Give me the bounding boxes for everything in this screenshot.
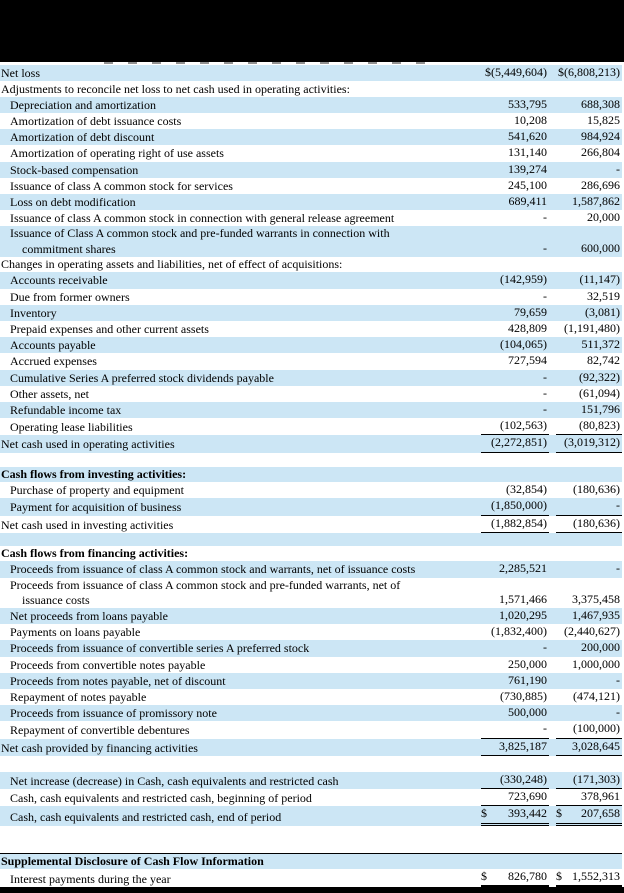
amount-n2: 1,587,862 [572,194,620,209]
amount-n2: 266,804 [581,145,620,160]
row-label: Repayment of convertible debentures [10,723,190,738]
table-row [0,640,622,656]
amount-n2: (2,440,627) [564,624,620,639]
amount-n1: (142,959) [500,272,547,287]
row-label-line2: commitment shares [22,241,116,256]
amount-n2: (3,081) [585,304,620,319]
table-row [0,806,622,825]
section-header-label: Cash flows from investing activities: [1,467,187,482]
table-row [0,402,622,418]
amount-n2: (11,147) [579,272,620,287]
table-row [0,129,622,145]
row-label: Accrued expenses [10,354,97,369]
amount-n1: 131,140 [508,145,547,160]
amount-n2: 378,961 [556,789,622,806]
table-row [0,516,622,533]
table-row [0,81,622,97]
amount-n1: 2,285,521 [499,561,547,576]
row-label: Net proceeds from loans payable [10,609,168,624]
table-row [0,673,622,689]
amount-n2: 15,825 [587,113,620,127]
amount-n1: $(5,449,604) [485,65,547,79]
section-header-label: Supplemental Disclosure of Cash Flow Information [1,853,264,868]
table-row [0,210,622,226]
amount-n1: 245,100 [508,177,547,192]
row-label: Payment for acquisition of business [10,500,182,515]
table-row [0,869,622,887]
table-row [0,498,622,515]
amount-n1: - [543,210,547,225]
amount-n1 [481,806,549,825]
row-label: Interest payments during the year [10,871,171,886]
spacer-row [0,826,622,853]
row-label: Stock-based compensation [10,162,139,177]
row-label: Issuance of class A common stock for services [10,178,233,193]
table-row [0,482,622,498]
row-label: Proceeds from issuance of promissory note [10,706,217,721]
amount-n2: (171,303) [556,772,622,789]
table-row [0,272,622,288]
table-row [0,561,622,577]
amount-n1: - [543,640,547,655]
table-row [0,386,622,402]
amount-n2: - [616,705,620,720]
amount-n1: 1,571,466 [499,591,547,606]
table-row [0,578,622,608]
amount-n1: (1,850,000) [481,498,549,515]
dollar-sign: $ [556,806,562,821]
row-label-line1: Issuance of Class A common stock and pre-funded warrants in connection with [10,226,390,241]
table-row [0,721,622,738]
redaction-band-bottom [0,887,624,893]
row-label: Net loss [1,66,40,80]
table-row [0,624,622,640]
table-row [0,370,622,386]
table-row [0,194,622,210]
dollar-sign: $ [481,806,487,821]
row-label: Refundable income tax [10,403,122,418]
amount-n1: (104,065) [500,337,547,352]
amount-n1: 723,690 [481,789,549,806]
amount-n1: 139,274 [508,161,547,176]
amount-n1: 533,795 [508,96,547,111]
table-row [0,608,622,624]
table-row [0,97,622,113]
amount-n1: 761,190 [508,672,547,687]
table-row [0,65,622,81]
amount-n2: 984,924 [581,129,620,144]
row-label: Proceeds from issuance of class A common stock and warrants, net of issuance costs [10,562,416,577]
row-label: Prepaid expenses and other current assets [10,322,209,337]
amount-value: 393,442 [508,806,547,821]
table-row [0,178,622,194]
row-label [0,578,481,608]
table-row [0,739,622,756]
row-label: Amortization of debt discount [10,130,155,145]
row-label: Net cash used in investing activities [1,517,174,532]
amount-n2: 286,696 [581,177,620,192]
redaction-band-top [0,0,624,62]
row-label-line2: issuance costs [22,592,90,607]
amount-n2: - [616,161,620,176]
amount-n1: 689,411 [508,194,547,209]
clipped-row-remnant [0,62,624,65]
amount-n1: - [543,288,547,303]
amount-n2: 1,467,935 [572,608,620,623]
amount-n1 [481,869,549,887]
amount-n2: (180,636) [573,482,620,497]
amount-n2: (180,636) [556,516,622,533]
amount-n2 [556,869,622,887]
amount-n1: (1,832,400) [491,624,547,639]
row-label: Adjustments to reconcile net loss to net cash used in operating activities: [1,81,350,96]
amount-n1: 10,208 [514,113,547,127]
table-row [0,418,622,435]
amount-n2: $(6,808,213) [558,65,620,79]
row-label: Proceeds from convertible notes payable [10,657,206,672]
table-row [0,257,622,273]
amount-n1: (32,854) [506,482,547,497]
spacer-row [0,533,622,546]
amount-n2: 200,000 [581,640,620,655]
amount-n2: 688,308 [581,96,620,111]
row-label: Purchase of property and equipment [10,483,184,498]
dollar-sign: $ [481,868,487,883]
amount-n2: (92,322) [579,369,620,384]
amount-n2: - [616,561,620,576]
amount-n2: (61,094) [579,385,620,400]
amount-n1: (330,248) [481,772,549,789]
amount-n2: 600,000 [581,240,620,255]
table-row [0,305,622,321]
table-row [0,789,622,806]
row-label: Repayment of notes payable [10,690,147,705]
row-label: Changes in operating assets and liabilities, net of effect of acquisitions: [1,257,343,272]
amount-n2: (1,191,480) [564,321,620,336]
row-label: Accounts payable [10,338,96,353]
table-row [0,353,622,369]
table-row [0,689,622,705]
table-row [0,546,622,562]
amount-n1: (730,885) [500,689,547,704]
table-row [0,657,622,673]
amount-n1: - [543,385,547,400]
amount-n2: 82,742 [587,353,620,368]
row-label: Net cash used in operating activities [1,437,175,452]
table-row [0,113,622,129]
amount-n2: (3,019,312) [556,435,622,452]
row-label: Payments on loans payable [10,625,141,640]
row-label: Accounts receivable [10,273,108,288]
table-row [0,145,622,161]
clipped-text-marks [104,62,434,64]
amount-n1: 79,659 [514,304,547,319]
dollar-sign: $ [556,868,562,883]
row-label: Net cash provided by financing activities [1,740,198,755]
amount-value: 207,658 [581,806,620,821]
amount-n2: 151,796 [581,402,620,417]
table-row [0,162,622,178]
amount-n1: 727,594 [508,353,547,368]
table-row [0,321,622,337]
amount-n1: 3,825,187 [481,739,549,756]
amount-n2: (100,000) [556,721,622,738]
row-label: Cumulative Series A preferred stock dividends payable [10,370,274,385]
table-row [0,435,622,452]
row-label: Cash, cash equivalents and restricted cash, end of period [10,810,282,825]
row-label: Inventory [10,305,57,320]
amount-n1: - [543,402,547,417]
amount-n2: 511,372 [581,337,620,352]
amount-n1: - [481,721,549,738]
row-label: Loss on debt modification [10,195,136,210]
amount-n2: 20,000 [587,210,620,225]
row-label-line1: Proceeds from issuance of class A common stock and pre-funded warrants, net of [10,577,401,592]
amount-n1: 500,000 [508,705,547,720]
table-row [0,853,622,869]
amount-n1: (1,882,854) [481,516,549,533]
spacer-row [0,453,622,467]
amount-n1: (102,563) [481,418,549,435]
row-label: Operating lease liabilities [10,420,133,435]
amount-n2: (474,121) [573,689,620,704]
spacer-row [0,756,622,772]
amount-n1: 1,020,295 [499,608,547,623]
table-row [0,337,622,353]
amount-value: 1,552,313 [572,868,620,883]
row-label: Cash, cash equivalents and restricted cash, beginning of period [10,791,312,806]
amount-n2: - [556,498,622,515]
amount-n1: 541,620 [508,129,547,144]
row-label: Proceeds from issuance of convertible series A preferred stock [10,641,310,656]
row-label: Due from former owners [10,289,130,304]
row-label: Net increase (decrease) in Cash, cash equivalents and restricted cash [10,773,339,788]
row-label: Amortization of operating right of use assets [10,146,224,161]
row-label: Amortization of debt issuance costs [10,114,182,128]
row-label: Other assets, net [10,386,89,401]
row-label: Issuance of class A common stock in connection with general release agreement [10,211,395,226]
table-row [0,289,622,305]
cash-flow-table [0,65,624,887]
amount-n1: - [543,240,547,255]
row-label [0,226,481,256]
table-row [0,772,622,789]
amount-n2 [556,806,622,825]
table-row [0,705,622,721]
table-row [0,467,622,483]
amount-n1: 250,000 [508,656,547,671]
amount-n2: - [616,672,620,687]
section-header-label: Cash flows from financing activities: [1,546,189,561]
amount-n1: (2,272,851) [481,435,549,452]
amount-n2: 3,375,458 [572,591,620,606]
table-row [0,226,622,256]
amount-value: 826,780 [508,868,547,883]
row-label: Depreciation and amortization [10,97,156,112]
amount-n2: 1,000,000 [572,656,620,671]
amount-n2: 3,028,645 [556,739,622,756]
amount-n2: 32,519 [587,288,620,303]
amount-n1: 428,809 [508,321,547,336]
row-label: Proceeds from notes payable, net of discount [10,673,226,688]
amount-n1: - [543,369,547,384]
amount-n2: (80,823) [556,418,622,435]
